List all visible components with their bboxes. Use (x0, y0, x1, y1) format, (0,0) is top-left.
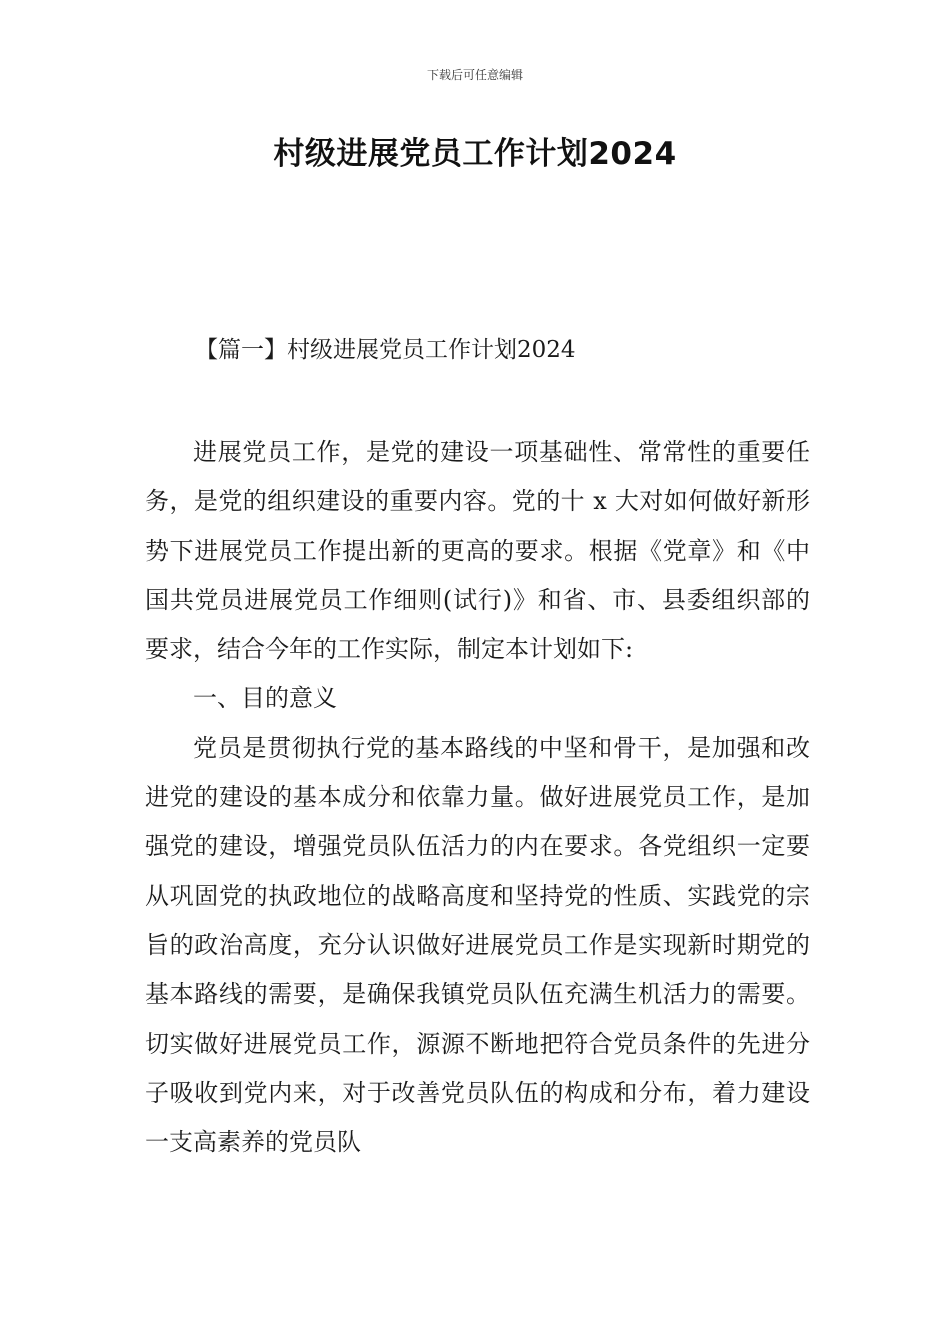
subheading-purpose: 一、目的意义 (193, 684, 337, 713)
body-paragraph-intro: 进展党员工作，是党的建设一项基础性、常常性的重要任务，是党的组织建设的重要内容。党的十 x 大对如何做好新形势下进展党员工作提出新的更高的要求。根据《党章》和《中国共党员进展党员工作细则(试行)》和省、市、县委组织部的要求，结合今年的工作实际，制定本计划如下: (145, 438, 810, 664)
header-note: 下载后可任意编辑 (426, 68, 523, 82)
section-heading: 【篇一】村级进展党员工作计划2024 (195, 337, 576, 363)
body-paragraph-purpose: 党员是贯彻执行党的基本路线的中坚和骨干，是加强和改进党的建设的基本成分和依靠力量。做好进展党员工作，是加强党的建设，增强党员队伍活力的内在要求。各党组织一定要从巩固党的执政地位的战略高度和坚持党的性质、实践党的宗旨的政治高度，充分认识做好进展党员工作是实现新时期党的基本路线的需要，是确保我镇党员队伍充满生机活力的需要。切实做好进展党员工作，源源不断地把符合党员条件的先进分子吸收到党内来，对于改善党员队伍的构成和分布，着力建设一支高素养的党员队 (145, 733, 810, 1157)
document-body (145, 428, 810, 1167)
document-title: 村级进展党员工作计划2024 (273, 136, 677, 172)
